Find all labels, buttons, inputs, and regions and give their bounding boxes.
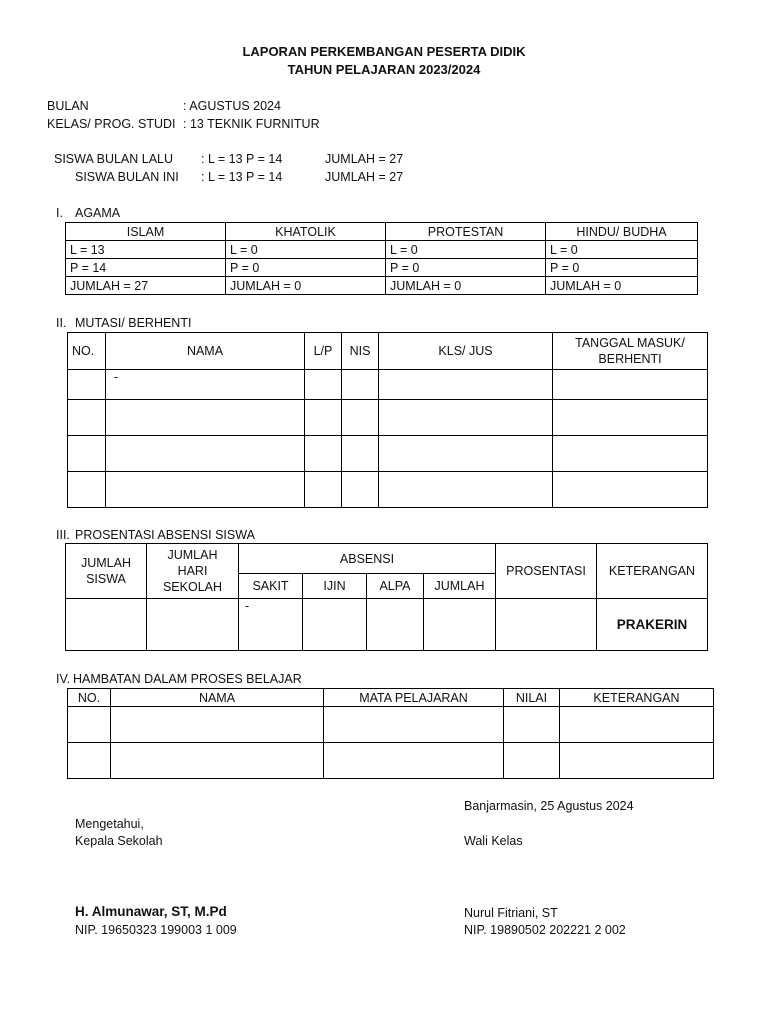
hambatan-col-nama: NAMA bbox=[111, 689, 324, 707]
mutasi-cell bbox=[379, 400, 553, 436]
siswa-bulan-ini-value: : L = 13 P = 14 bbox=[201, 170, 283, 184]
agama-cell: P = 0 bbox=[386, 259, 546, 277]
section-1-heading: AGAMA bbox=[75, 206, 121, 220]
kepala-sekolah-nip: NIP. 19650323 199003 1 009 bbox=[75, 923, 237, 937]
mutasi-cell bbox=[342, 370, 379, 400]
mutasi-cell bbox=[106, 400, 305, 436]
agama-col-protestan: PROTESTAN bbox=[386, 223, 546, 241]
mutasi-cell bbox=[106, 436, 305, 472]
agama-table bbox=[65, 222, 698, 295]
kelas-value: : 13 TEKNIK FURNITUR bbox=[183, 117, 320, 131]
hambatan-cell bbox=[324, 707, 504, 743]
mutasi-col-lp: L/P bbox=[305, 333, 342, 370]
hambatan-col-mata-pelajaran: MATA PELAJARAN bbox=[324, 689, 504, 707]
mutasi-col-kls-jus: KLS/ JUS bbox=[379, 333, 553, 370]
absensi-cell bbox=[303, 599, 367, 651]
agama-cell: P = 0 bbox=[546, 259, 698, 277]
mutasi-cell bbox=[553, 370, 708, 400]
section-3-heading: PROSENTASI ABSENSI SISWA bbox=[75, 528, 255, 542]
agama-row-l bbox=[66, 241, 698, 259]
agama-cell: P = 0 bbox=[226, 259, 386, 277]
agama-cell: JUMLAH = 0 bbox=[226, 277, 386, 295]
absensi-col-jumlah-siswa: JUMLAH SISWA bbox=[66, 544, 147, 599]
hambatan-cell bbox=[324, 743, 504, 779]
hambatan-cell bbox=[560, 743, 714, 779]
siswa-bulan-lalu-label: SISWA BULAN LALU bbox=[54, 152, 174, 166]
mutasi-cell bbox=[68, 472, 106, 508]
mutasi-cell bbox=[68, 400, 106, 436]
mutasi-header-row bbox=[68, 333, 708, 370]
agama-col-islam: ISLAM bbox=[66, 223, 226, 241]
place-date: Banjarmasin, 25 Agustus 2024 bbox=[464, 799, 634, 813]
mutasi-table bbox=[67, 332, 708, 508]
section-1-number: I. bbox=[56, 206, 63, 220]
mutasi-cell bbox=[342, 436, 379, 472]
absensi-data-row bbox=[66, 599, 708, 651]
absensi-col-ijin: IJIN bbox=[303, 574, 367, 599]
mutasi-cell bbox=[305, 400, 342, 436]
siswa-bulan-lalu-total: JUMLAH = 27 bbox=[325, 152, 404, 166]
document-subtitle: TAHUN PELAJARAN 2023/2024 bbox=[287, 62, 481, 77]
absensi-col-jumlah: JUMLAH bbox=[424, 574, 496, 599]
absensi-cell bbox=[147, 599, 239, 651]
agama-cell: P = 14 bbox=[66, 259, 226, 277]
hambatan-cell bbox=[504, 743, 560, 779]
siswa-bulan-ini-total: JUMLAH = 27 bbox=[325, 170, 404, 184]
kepala-sekolah-name: H. Almunawar, ST, M.Pd bbox=[75, 904, 227, 919]
siswa-bulan-lalu-value: : L = 13 P = 14 bbox=[201, 152, 283, 166]
mutasi-cell bbox=[553, 400, 708, 436]
wali-kelas-nip: NIP. 19890502 202221 2 002 bbox=[464, 923, 626, 937]
kelas-label: KELAS/ PROG. STUDI bbox=[47, 117, 176, 131]
bulan-value: : AGUSTUS 2024 bbox=[183, 99, 281, 113]
absensi-header-row bbox=[66, 544, 708, 574]
agama-col-hindu-budha: HINDU/ BUDHA bbox=[546, 223, 698, 241]
agama-cell: L = 0 bbox=[386, 241, 546, 259]
wali-kelas-name: Nurul Fitriani, ST bbox=[464, 906, 558, 920]
mutasi-col-tanggal: TANGGAL MASUK/ BERHENTI bbox=[553, 333, 708, 370]
hambatan-cell bbox=[111, 743, 324, 779]
agama-cell: JUMLAH = 0 bbox=[546, 277, 698, 295]
mutasi-cell bbox=[553, 436, 708, 472]
section-4-number: IV. bbox=[56, 672, 71, 686]
agama-row-p bbox=[66, 259, 698, 277]
mutasi-cell bbox=[305, 436, 342, 472]
absensi-table bbox=[65, 543, 708, 651]
mutasi-cell bbox=[553, 472, 708, 508]
absensi-cell bbox=[424, 599, 496, 651]
mutasi-cell bbox=[305, 370, 342, 400]
mutasi-cell bbox=[379, 436, 553, 472]
mutasi-cell bbox=[379, 370, 553, 400]
absensi-col-jumlah-hari: JUMLAH HARI SEKOLAH bbox=[147, 544, 239, 599]
agama-cell: L = 0 bbox=[546, 241, 698, 259]
hambatan-cell bbox=[68, 707, 111, 743]
mutasi-col-nis: NIS bbox=[342, 333, 379, 370]
absensi-cell bbox=[66, 599, 147, 651]
wali-kelas-title: Wali Kelas bbox=[464, 834, 523, 848]
hambatan-cell bbox=[560, 707, 714, 743]
mutasi-cell bbox=[342, 400, 379, 436]
section-4-heading: HAMBATAN DALAM PROSES BELAJAR bbox=[73, 672, 302, 686]
agama-cell: L = 13 bbox=[66, 241, 226, 259]
agama-row-jumlah bbox=[66, 277, 698, 295]
siswa-bulan-ini-label: SISWA BULAN INI bbox=[75, 170, 179, 184]
hambatan-table bbox=[67, 688, 714, 779]
mutasi-cell bbox=[305, 472, 342, 508]
mutasi-cell bbox=[106, 472, 305, 508]
absensi-col-absensi: ABSENSI bbox=[239, 544, 496, 574]
absensi-cell-sakit: - bbox=[239, 599, 303, 651]
absensi-col-sakit: SAKIT bbox=[239, 574, 303, 599]
mutasi-cell bbox=[342, 472, 379, 508]
mutasi-cell bbox=[379, 472, 553, 508]
mutasi-row bbox=[68, 370, 708, 400]
absensi-cell bbox=[367, 599, 424, 651]
section-3-number: III. bbox=[56, 528, 70, 542]
agama-cell: L = 0 bbox=[226, 241, 386, 259]
document-title: LAPORAN PERKEMBANGAN PESERTA DIDIK bbox=[242, 44, 526, 59]
mutasi-col-nama: NAMA bbox=[106, 333, 305, 370]
absensi-cell-keterangan: PRAKERIN bbox=[597, 599, 708, 651]
hambatan-row bbox=[68, 743, 714, 779]
absensi-col-keterangan: KETERANGAN bbox=[597, 544, 708, 599]
mutasi-cell bbox=[68, 436, 106, 472]
hambatan-col-keterangan: KETERANGAN bbox=[560, 689, 714, 707]
absensi-col-alpa: ALPA bbox=[367, 574, 424, 599]
hambatan-row bbox=[68, 707, 714, 743]
agama-header-row bbox=[66, 223, 698, 241]
hambatan-col-no: NO. bbox=[68, 689, 111, 707]
section-2-heading: MUTASI/ BERHENTI bbox=[75, 316, 192, 330]
mutasi-row bbox=[68, 472, 708, 508]
bulan-label: BULAN bbox=[47, 99, 89, 113]
mengetahui-label: Mengetahui, bbox=[75, 817, 144, 831]
absensi-cell bbox=[496, 599, 597, 651]
kepala-sekolah-title: Kepala Sekolah bbox=[75, 834, 163, 848]
mutasi-col-no: NO. bbox=[68, 333, 106, 370]
mutasi-cell bbox=[68, 370, 106, 400]
mutasi-cell-nama: - bbox=[106, 370, 305, 400]
agama-cell: JUMLAH = 0 bbox=[386, 277, 546, 295]
hambatan-col-nilai: NILAI bbox=[504, 689, 560, 707]
mutasi-row bbox=[68, 400, 708, 436]
agama-cell: JUMLAH = 27 bbox=[66, 277, 226, 295]
hambatan-header-row bbox=[68, 689, 714, 707]
hambatan-cell bbox=[68, 743, 111, 779]
hambatan-cell bbox=[504, 707, 560, 743]
mutasi-row bbox=[68, 436, 708, 472]
section-2-number: II. bbox=[56, 316, 67, 330]
hambatan-cell bbox=[111, 707, 324, 743]
absensi-col-prosentasi: PROSENTASI bbox=[496, 544, 597, 599]
agama-col-khatolik: KHATOLIK bbox=[226, 223, 386, 241]
